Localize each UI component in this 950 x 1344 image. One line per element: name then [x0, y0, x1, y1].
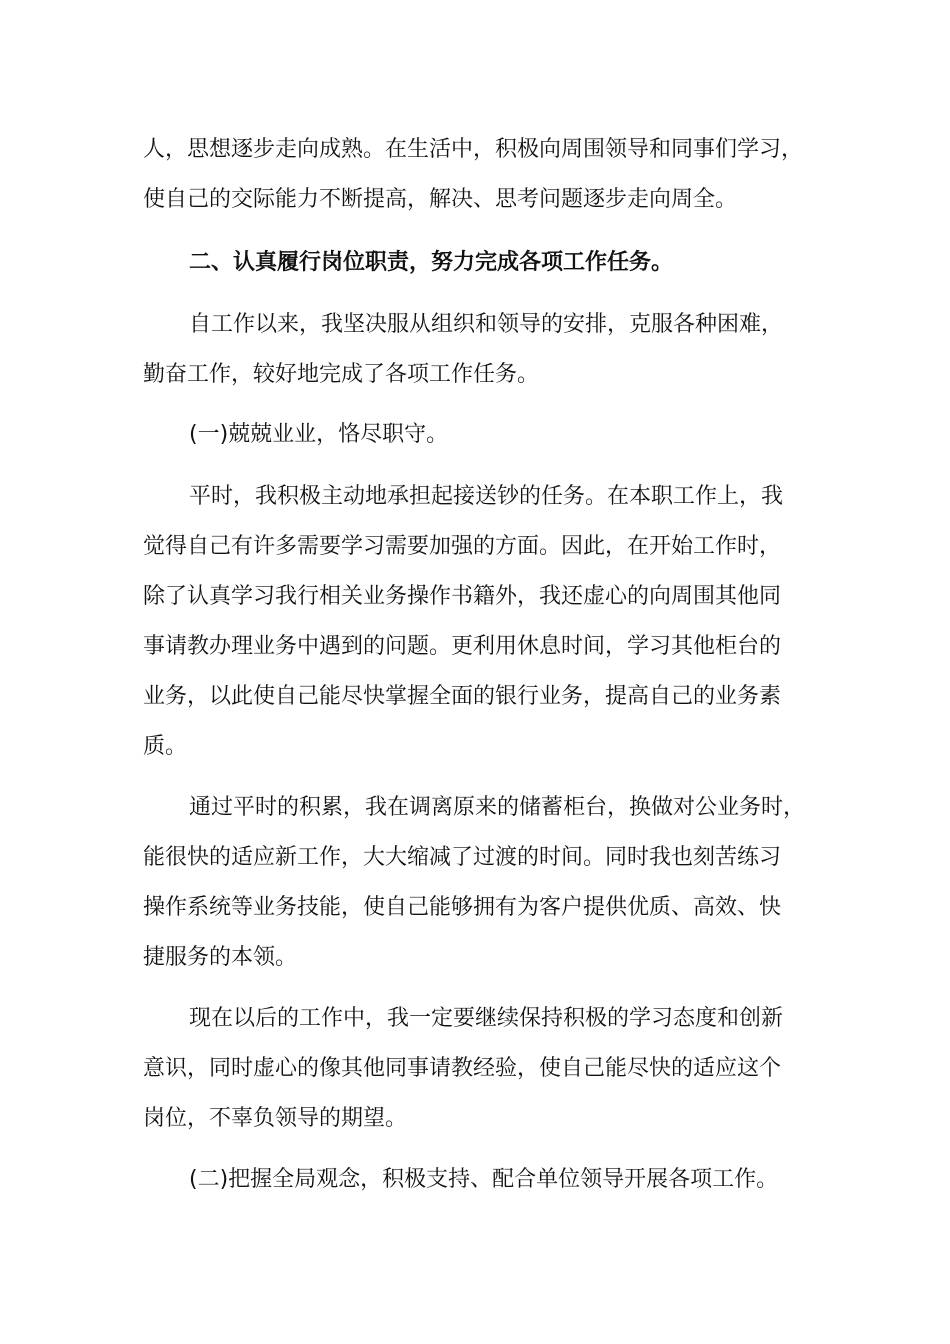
text-line: 现在以后的工作中，我一定要继续保持积极的学习态度和创新 [189, 1006, 784, 1031]
text-line: 捷服务的本领。 [143, 945, 298, 970]
text-line: 事请教办理业务中遇到的问题。更利用休息时间，学习其他柜台的 [143, 634, 782, 659]
text-line: 业务，以此使自己能尽快掌握全面的银行业务，提高自己的业务素 [143, 684, 782, 709]
text-line: 除了认真学习我行相关业务操作书籍外，我还虚心的向周围其他同 [143, 584, 782, 609]
text-line: 质。 [143, 734, 188, 759]
paragraph-continuation [143, 125, 808, 225]
subheading-text: (一)兢兢业业，恪尽职守。 [189, 422, 449, 447]
text-line: 操作系统等业务技能，使自己能够拥有为客户提供优质、高效、快 [143, 895, 782, 920]
text-line: 自工作以来，我坚决服从组织和领导的安排，克服各种困难， [189, 312, 784, 337]
paragraph-duties [143, 472, 808, 772]
subsection-heading-1 [143, 410, 808, 460]
text-line: 岗位，不辜负领导的期望。 [143, 1106, 408, 1131]
subheading-text: (二)把握全局观念，积极支持、配合单位领导开展各项工作。 [189, 1167, 779, 1192]
subsection-heading-2 [143, 1155, 808, 1205]
text-line: 能很快的适应新工作，大大缩减了过渡的时间。同时我也刻苦练习 [143, 845, 782, 870]
paragraph-adaptation [143, 783, 808, 983]
paragraph-intro [143, 300, 808, 400]
text-line: 勤奋工作，较好地完成了各项工作任务。 [143, 362, 540, 387]
text-line: 人，思想逐步走向成熟。在生活中，积极向周围领导和同事们学习， [143, 137, 804, 162]
section-heading-2 [143, 238, 808, 288]
text-line: 平时，我积极主动地承担起接送钞的任务。在本职工作上，我 [189, 484, 784, 509]
text-line: 通过平时的积累，我在调离原来的储蓄柜台，换做对公业务时， [189, 795, 806, 820]
heading-text: 二、认真履行岗位职责，努力完成各项工作任务。 [189, 250, 674, 275]
paragraph-future [143, 994, 808, 1144]
text-line: 觉得自己有许多需要学习需要加强的方面。因此，在开始工作时， [143, 534, 782, 559]
text-line: 使自己的交际能力不断提高，解决、思考问题逐步走向周全。 [143, 187, 738, 212]
text-line: 意识，同时虚心的像其他同事请教经验，使自己能尽快的适应这个 [143, 1056, 782, 1081]
